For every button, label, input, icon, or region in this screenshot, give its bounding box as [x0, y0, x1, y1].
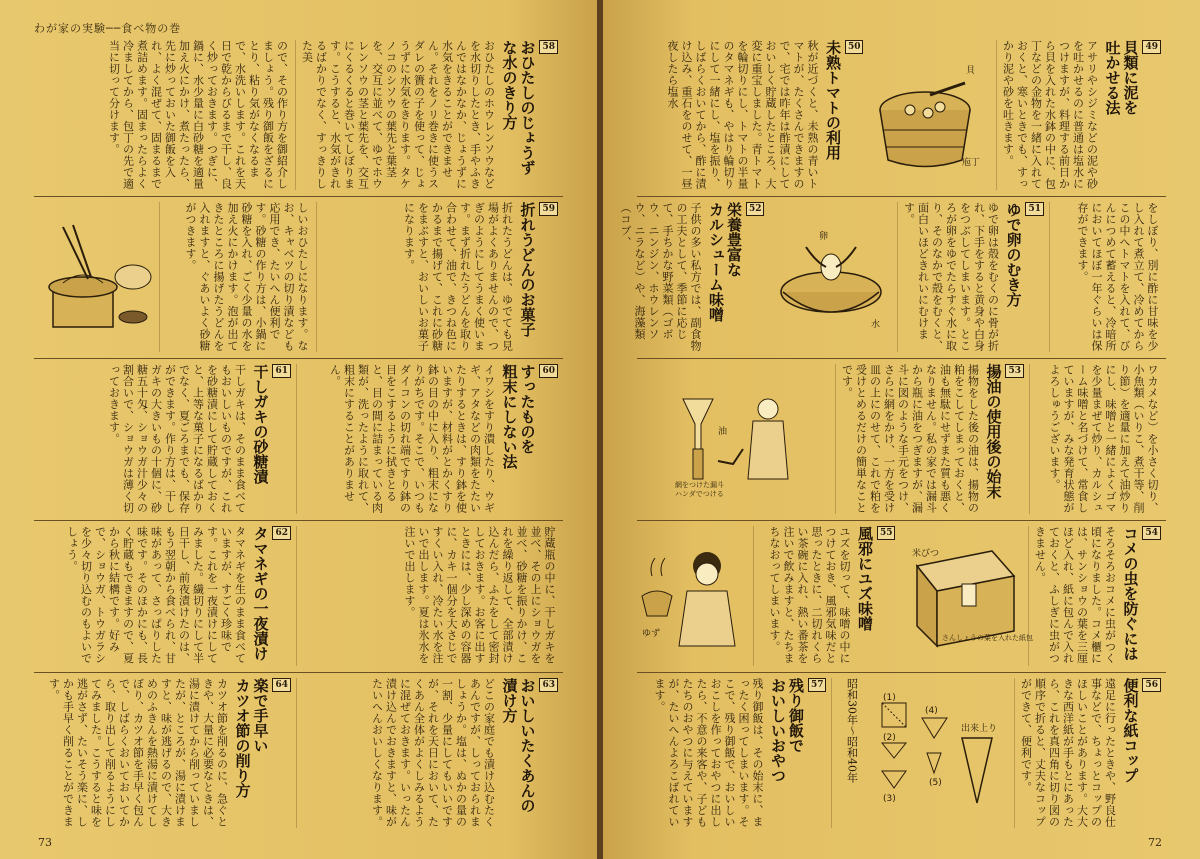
article-number: 59 — [539, 202, 558, 216]
step-1-label: (1) — [883, 693, 897, 703]
article-number: 52 — [746, 202, 765, 216]
right-band-5 — [637, 678, 1166, 828]
left-band-1 — [34, 40, 563, 190]
article-64 — [34, 678, 296, 828]
rice-box-label: 米びつ — [912, 549, 940, 559]
paper-cup-folding-icon — [866, 693, 1012, 813]
article-number: 55 — [877, 526, 896, 540]
knife-label: 庖丁 — [962, 158, 981, 168]
left-band-3 — [34, 364, 563, 514]
article-title: おいしいたくあんの 漬け方 — [500, 678, 537, 813]
article-52 — [615, 202, 770, 352]
left-page — [0, 0, 597, 859]
step-4-label: (4) — [925, 706, 939, 716]
article-58-continued — [159, 202, 316, 352]
divider — [34, 520, 563, 521]
article-title: 風邪にユズ味噌 — [855, 526, 874, 631]
article-59 — [316, 202, 563, 352]
article-body: ユズを切って、味噌の中につけておき、風邪気味だと思ったときに、二切れくらい茶碗に入れ、熱い番茶を注いで飲みますと、たちまちなおってしまいます。 — [767, 526, 851, 664]
yuzu-label: ゆず — [642, 629, 661, 639]
article-body: 干しガキは、そのまま食べてもおいしいものですが、これを砂糖漬にして貯蔵しておくと、上等な菓子になるばかりでなく、夏ごろまでも、保存ができます。作り方は、干しガキの大きいもの十個に、砂糖五十匁、ショウガ汁少々の割合いで、ショウガは薄く切っておきます。 — [107, 364, 247, 514]
article-body: おひたしのホウレンソウなどを水切りしたとき、手やふきんではなかなか、じょうずに水気をきることができません。それをノリ巻きに使うスダレの簀の子を使って、じょうずに水気をきります。タケノコのシソウの葉先と葉茎を、交互に並べて、ゆでホウレンソウの茎と葉先を、交互にくるくると巻いてしぼります。こうすると、水気がきれるばかりでなく、すっきりした美 — [300, 40, 496, 190]
article-body: 残り御飯は、その始末に、まったく困ってしまいます。そこで、残り御飯で、おいしいおこしを作っておやつに出したら、不意の来客や、子どもたちのおやつに与えていますが、たいへんよろこばれています。 — [652, 678, 764, 828]
article-61 — [34, 364, 296, 514]
article-title: コメの虫を防ぐには — [1121, 526, 1140, 661]
article-51 — [897, 202, 1049, 352]
article-49 — [996, 40, 1166, 190]
article-title: おひたしのじょうず な水のきり方 — [500, 40, 537, 175]
article-60 — [296, 364, 563, 514]
solder-label: ハンダでつける — [675, 490, 725, 498]
article-title: すったものを 粗末にしない法 — [500, 364, 537, 469]
step-5-label: (5) — [929, 778, 943, 788]
article-number: 49 — [1142, 40, 1161, 54]
divider — [637, 358, 1166, 359]
step-2-label: (2) — [883, 733, 897, 743]
era-note: 昭和30年〜昭和40年 — [845, 678, 859, 783]
article-number: 56 — [1142, 678, 1161, 692]
right-band-3 — [637, 364, 1166, 514]
left-band-2 — [34, 202, 563, 352]
article-55 — [753, 526, 900, 666]
clam-label: 貝 — [966, 66, 976, 76]
divider — [34, 196, 563, 197]
era-bullet — [831, 678, 864, 828]
article-number: 50 — [845, 40, 864, 54]
egg-bowl-icon — [771, 217, 895, 337]
article-title: 楽で手早い カツオ節の削り方 — [233, 678, 270, 798]
right-band-4 — [637, 526, 1166, 666]
article-57 — [637, 678, 831, 828]
article-number: 60 — [539, 364, 558, 378]
article-53 — [835, 364, 1029, 514]
article-57-continued — [34, 40, 295, 190]
article-title: 栄養豊富な カルシューム味噌 — [706, 202, 743, 322]
article-title: 干しガキの砂糖漬 — [251, 364, 270, 484]
article-body: イワシをすり潰したり、ウギギ、アタなどの肉類をたたいたりするときは、すり鉢を使いますが、材料がとかくすり鉢の目の中に入り、粗末になりがちです。そこで、いつもダイコンの切れ端ですり鉢の目をこするように拭きとると、目の間に詰まっている肉類が、洗ったように取れて、粗末にすることがありません。 — [328, 364, 496, 514]
running-head: わが家の実験──食べ物の巻 — [34, 22, 182, 35]
article-54 — [1028, 526, 1166, 666]
article-number: 57 — [808, 678, 827, 692]
article-title: 揚油の使用後の始末 — [984, 364, 1003, 499]
egg-label: 卵 — [819, 232, 829, 242]
article-body: そろそろおコメに虫がつく頃になりました。コメ櫃には、サンショウの葉を三厘ほど入れ、紙に包んで入れておくと、ふしぎに虫がつきません。 — [1033, 526, 1117, 664]
oil-funnel-illustration — [635, 364, 835, 514]
article-title: 未熟トマトの利用 — [823, 40, 842, 160]
right-band-2 — [618, 202, 1166, 352]
article-52-continued — [1029, 364, 1166, 514]
article-number: 51 — [1025, 202, 1044, 216]
divider — [34, 672, 563, 673]
article-58 — [295, 40, 563, 190]
sansho-packet-label: さんしょうの葉を入れた紙包 — [942, 634, 1034, 642]
funnel-net-label: 網をつけた漏斗 — [675, 481, 725, 489]
article-body: しいおひたしになります。なお、キャベツの切り漬なども応用でき、たいへん便利です。砂糖の作り方は、小鍋に砂糖を入れ、ごく少量の水を加え火にかけます。泡が出てきたところに揚げたうどんを入れますと、ぐあいよく砂糖がつきます。 — [184, 202, 309, 352]
article-number: 62 — [272, 526, 291, 540]
article-title: 便利な紙コップ — [1121, 678, 1140, 783]
article-body: ワカメなど）を小さく切り、小魚類（いりこ、煮干等、削り節）を適量に加えて油炒りにし、味噌と一緒によくゴマを少量まぜて炒り、カルシューム味噌と名づけて、常食していますが、みな発育状態がよろしゅうございます。 — [1048, 364, 1159, 514]
left-band-4 — [34, 526, 563, 666]
page-number: 73 — [38, 836, 52, 849]
funnel-woman-icon — [640, 379, 830, 499]
fried-udon-illustration — [31, 202, 159, 352]
article-title: 貝類に泥を 吐かせる法 — [1103, 40, 1140, 115]
article-title: ゆで卵のむき方 — [1004, 202, 1023, 307]
article-number: 61 — [272, 364, 291, 378]
article-number: 54 — [1142, 526, 1161, 540]
divider — [637, 196, 1166, 197]
article-body: 折れたうどんは、ゆでても見場がよくありませんので、つぎのようにしてうまく使います。まず折れたうどんを取り合わせて、油で、きつね色にかるまで揚げて、これに砂糖をまぶすと、おいしいお菓子になります。 — [402, 202, 514, 352]
article-body: 子供の多い私方では、副食物の工夫として、季節に応じて、手ちかな野菜類（ゴボウ、ニンジン、ホウレンソウ、ニラなど）や、海藻類（コブ、 — [618, 202, 702, 352]
clam-tub-icon — [870, 55, 994, 175]
article-body: ので、その作り方を御紹介しましょう。残り御飯をざるにとり、粘り気がなくなるまで、水洗いします。これを天日で乾からびるまで干し、良く炒っておきます。つぎに、鍋に、水少量に白砂糖を適量加え火にかけ、煮たったら、先に炒っておいた御飯を入れ、よく混ぜて、固まるまで煮詰めます。固まったらよく冷ましてから、包丁の先で適当に切って分けます。 — [107, 40, 289, 190]
divider — [637, 672, 1166, 673]
pot-chopsticks-icon — [33, 217, 157, 337]
article-body: アサリやシジミなどの泥や砂を吐かせるのに普通は塩水につけますが、料理する前日から貝を入れた水鉢の中に、包丁などの金物を一緒に入れておくと、寒いときでも、すっかり泥や砂を吐きます。 — [1001, 40, 1099, 190]
egg-bowl-illustration — [769, 202, 897, 352]
article-body: どこの家庭でも漬け込むたくあんですが、しっておられましょうか。塩は、ぬかの量の一割、少量にしてもいいですが、それを天日において、たくあん全体がよくしみるように混ぜておきます。いったん漬け込んでおきますと、味がたいへんおいしくなります。 — [370, 678, 496, 828]
paper-cup-illustration — [864, 678, 1014, 828]
rice-box-illustration — [900, 526, 1034, 666]
child-drinking-icon — [627, 536, 751, 656]
left-band-5 — [34, 678, 563, 828]
article-title: タマネギの一夜漬け — [251, 526, 270, 661]
yuzu-child-illustration — [625, 526, 753, 666]
article-61-continued — [296, 526, 563, 666]
divider — [34, 358, 563, 359]
article-body: タマネギを生のまま食べていますが、すごく珍味です。これを一夜漬けにしてみました。繊切りにして半日干し、前夜漬けたのは、もう翌朝から食べられ、甘味があって、さっぱりした味です。そのほかにも、長く貯蔵もできますので、夏から秋に結構です。好みで、ショウガ、トウガラシを少々切り込むのもよいでしょう。 — [65, 526, 247, 664]
article-50 — [637, 40, 868, 190]
article-63 — [296, 678, 563, 828]
article-title: 残り御飯で おいしいおやつ — [768, 678, 805, 783]
right-band-1 — [637, 40, 1166, 190]
article-number: 64 — [272, 678, 291, 692]
article-body: 遠足に行ったときや、野良仕事などで、ちょっとコップのほしいことがあります。大大きな西洋紙が手もとにあったら、これを真四角に切り図の順序で折ると、丈夫なコップができて、便利です。 — [1019, 678, 1117, 828]
article-number: 53 — [1005, 364, 1024, 378]
divider — [637, 520, 1166, 521]
right-page — [603, 0, 1200, 859]
finished-label: 出来上り — [961, 724, 998, 734]
article-body: 秋が近づくと、未熟の青いトマトが、たくさんできますので、宅では昨年は酢漬にしておいしく貯蔵したところ、大変に重宝しました。青トマトを輪切りにし、トマトの半量のタマネギも、やはり輪切りにして一緒にし、塩を振り、しばらくおいてから、酢に漬け込み、重石をのせて、一昼夜したら塩水 — [665, 40, 819, 190]
article-56 — [1014, 678, 1166, 828]
article-body: カツオ節を削るのに、急ぐときや、大量に必要なときは、湯に漬けてから削っていましたが、ところが、湯に漬けますと、味が逃げるので、大きめのふきんを熱湯に漬けてしぼり、カツオ節を手早く包んで、しばらくおいておいてから、取り出して削るようにしてみました。こうすると味を逃がさず、たいそう楽に、しかも手早く削ることができます。 — [47, 678, 229, 828]
water-label: 水 — [871, 320, 881, 330]
step-3-label: (3) — [883, 794, 897, 804]
page-number: 72 — [1148, 836, 1162, 849]
clam-tub-illustration — [868, 40, 996, 190]
article-body: ゆで卵は殻をむくのに骨が折れ、下手をすると黄身や白身をつぶしてしまいます。ところが卵をゆでたらすぐ水に取り、そのなかで殻をむくと、面白いほどきれいにむけます。 — [902, 202, 1000, 352]
article-title: 折れうどんのお菓子 — [518, 202, 537, 337]
article-number: 58 — [539, 40, 558, 54]
article-50-continued — [1049, 202, 1166, 352]
article-body: 揚物をした後の油は、揚物の粕をこしてしまっておくと、油も無駄にせずまた質も悪くなりません。私の家では漏斗から瓶に油をつぎますが、漏斗に図のような手元をつけ、さらに網をかけ、一方を受け皿の上にのせて、これで粕を受けとめるだけの簡単なことです。 — [840, 364, 980, 514]
oil-label: 油 — [718, 427, 728, 437]
rice-box-icon — [902, 536, 1034, 656]
article-number: 63 — [539, 678, 558, 692]
article-body: 貯蔵瓶の中に、干しガキを並べ、その上にショウガを並べ、砂糖を振りかけ、これを繰り返して、全部漬け込んだら、ふたをして密封しておきます。お客に出すときには、少し深めの容器に、カキ一個分を大さじですくい入れ、冷たい水を注いで出します。夏は氷水を注いで出します。 — [403, 526, 556, 664]
article-body: をしぼり、別に酢に甘味を少し入れて煮立て、冷めてからこの中へトマトを入れて、びんにつめて蓄えると、冷暗所においてほぼ一年ぐらいは保存ができます。 — [1076, 202, 1159, 352]
article-62 — [34, 526, 296, 666]
